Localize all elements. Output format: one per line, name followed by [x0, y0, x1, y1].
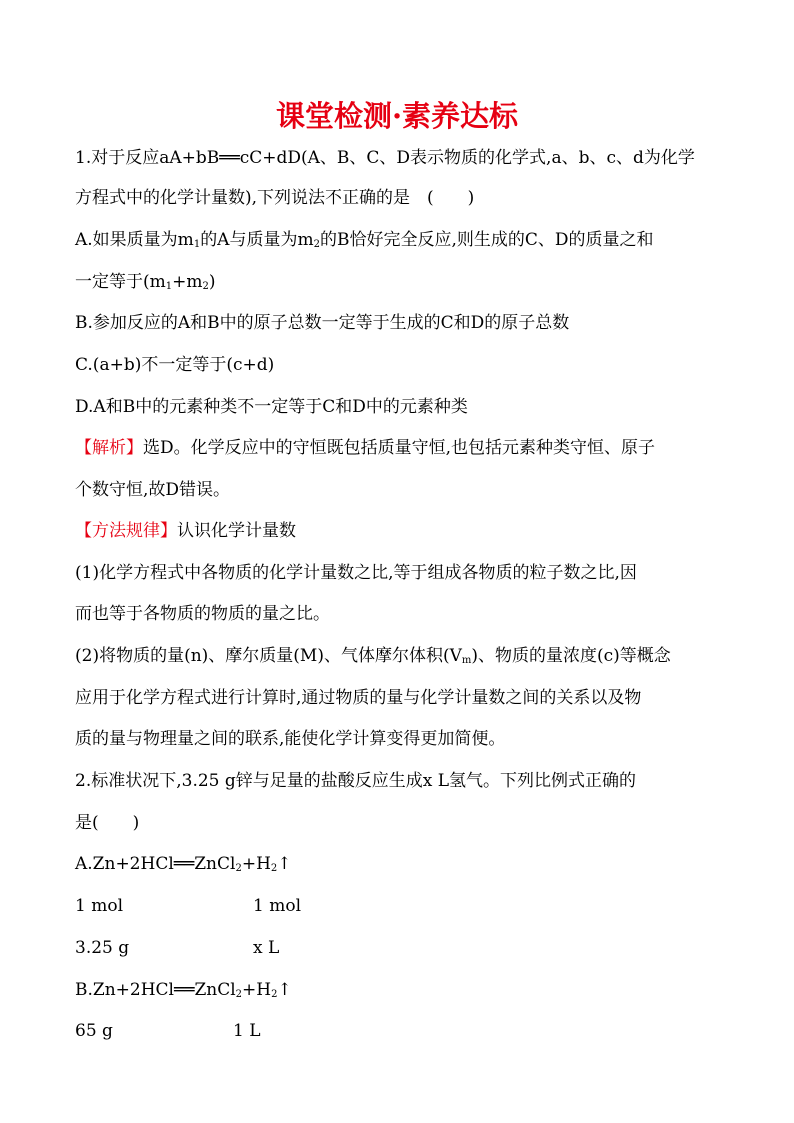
analysis-tag: 【解析】 — [75, 438, 143, 458]
method-p2-line1 — [75, 644, 671, 668]
method-p1-line1: (1)化学方程式中各物质的化学计量数之比,等于组成各物质的粒子数之比,因 — [75, 563, 637, 583]
subscript: 1 — [193, 239, 201, 250]
q1-option-d: D.A和B中的元素种类不一定等于C和D中的元素种类 — [75, 397, 468, 417]
subscript: 2 — [313, 239, 320, 250]
q1-stem-line2: 方程式中的化学计量数),下列说法不正确的是 ( ) — [75, 188, 475, 208]
q1-option-a-text: +m — [172, 272, 203, 292]
q2-stem-line2: 是( ) — [75, 813, 140, 833]
row-left: 3.25 g — [75, 938, 130, 958]
equation-text: +H — [241, 854, 271, 874]
subscript: 1 — [165, 281, 173, 292]
row-right: x L — [253, 938, 280, 958]
method-heading — [75, 519, 296, 543]
subscript: 2 — [202, 281, 209, 292]
method-tag: 【方法规律】 — [75, 521, 177, 541]
q1-analysis-line2: 个数守恒,故D错误。 — [75, 480, 231, 500]
method-p2-line2: 应用于化学方程式进行计算时,通过物质的量与化学计量数之间的关系以及物 — [75, 688, 642, 708]
row-left: 65 g — [75, 1021, 113, 1041]
q1-option-c: C.(a+b)不一定等于(c+d) — [75, 355, 275, 375]
equation-text: +H — [242, 980, 272, 1000]
q2-option-a-row1 — [75, 894, 301, 918]
q1-option-a-text: 的A与质量为m — [200, 230, 314, 250]
row-right: 1 L — [233, 1021, 261, 1041]
row-left: 1 mol — [75, 896, 124, 916]
analysis-text: 选D。化学反应中的守恒既包括质量守恒,也包括元素种类守恒、原子 — [143, 438, 656, 458]
q2-option-b-equation — [75, 978, 292, 1002]
method-p2-line3: 质的量与物理量之间的联系,能使化学计算变得更加简便。 — [75, 729, 506, 749]
subscript: 2 — [270, 863, 278, 874]
equation-text: A.Zn+2HCl══ZnCl — [75, 854, 236, 874]
equation-text: B.Zn+2HCl══ZnCl — [75, 980, 236, 1000]
q1-option-a-text: 一定等于(m — [75, 272, 166, 292]
q1-stem-line1: 1.对于反应aA+bB══cC+dD(A、B、C、D表示物质的化学式,a、b、c、d为化学 — [75, 148, 695, 168]
q2-option-a-equation — [75, 852, 292, 876]
method-p2-text: (2)将物质的量(n)、摩尔质量(M)、气体摩尔体积(V — [75, 646, 462, 666]
arrow-up: ↑ — [277, 854, 292, 874]
q1-option-a-line2 — [75, 270, 216, 294]
subscript: m — [461, 655, 472, 666]
q1-option-a-line1 — [75, 228, 654, 252]
q1-option-b: B.参加反应的A和B中的原子总数一定等于生成的C和D的原子总数 — [75, 313, 570, 333]
subscript: 2 — [235, 863, 242, 874]
q2-stem-line1: 2.标准状况下,3.25 g锌与足量的盐酸反应生成x L氢气。下列比例式正确的 — [75, 771, 637, 791]
q1-analysis-line1 — [75, 436, 655, 460]
q1-option-a-text: A.如果质量为m — [75, 230, 194, 250]
page-title: 课堂检测·素养达标 — [275, 99, 519, 133]
q2-option-a-row2 — [75, 936, 279, 960]
q1-option-a-text: ) — [208, 272, 216, 292]
arrow-up: ↑ — [277, 980, 292, 1000]
q1-option-a-text: 的B恰好完全反应,则生成的C、D的质量之和 — [319, 230, 654, 250]
q2-option-b-row1 — [75, 1019, 261, 1043]
method-p2-text: )、物质的量浓度(c)等概念 — [471, 646, 671, 666]
method-p1-line2: 而也等于各物质的物质的量之比。 — [75, 604, 330, 624]
subscript: 2 — [235, 989, 243, 1000]
method-heading-text: 认识化学计量数 — [177, 521, 296, 541]
row-right: 1 mol — [253, 896, 302, 916]
subscript: 2 — [271, 989, 278, 1000]
